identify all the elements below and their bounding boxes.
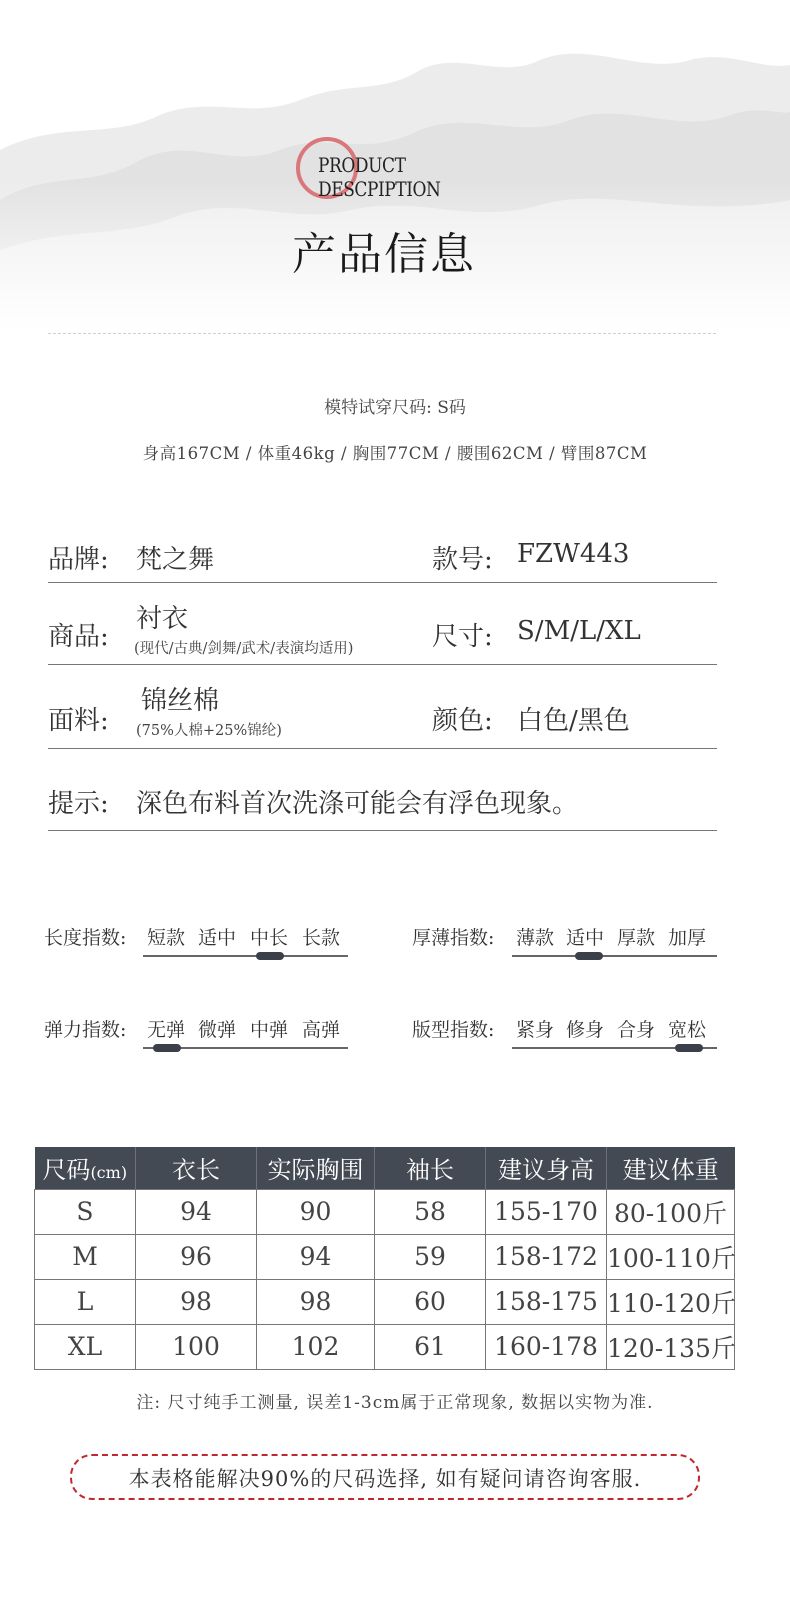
table-row <box>35 1279 735 1324</box>
table-row <box>35 1189 735 1234</box>
table-row <box>35 1234 735 1279</box>
header-cell: 衣长 <box>136 1147 257 1189</box>
thickness-option: 厚款 <box>617 927 656 949</box>
row-divider <box>48 582 717 583</box>
table-cell: L <box>35 1279 136 1324</box>
color-label: 颜色: <box>432 706 493 736</box>
header-cell: 建议体重 <box>607 1147 735 1189</box>
elasticity-index-label: 弹力指数: <box>44 1019 127 1041</box>
table-cell: 58 <box>375 1189 486 1234</box>
table-cell: XL <box>35 1324 136 1369</box>
header-cell: 袖长 <box>375 1147 486 1189</box>
page-title: 产品信息 <box>292 229 476 280</box>
divider <box>48 333 716 334</box>
elasticity-index-marker <box>153 1044 181 1052</box>
header-size-unit: (cm) <box>90 1163 128 1183</box>
fit-option: 宽松 <box>668 1019 707 1041</box>
thickness-option: 薄款 <box>516 927 555 949</box>
thickness-option: 适中 <box>566 927 605 949</box>
measurement-note: 注: 尺寸纯手工测量, 误差1-3cm属于正常现象, 数据以实物为准. <box>136 1393 654 1413</box>
elasticity-option: 无弹 <box>147 1019 186 1041</box>
table-cell: 100 <box>136 1324 257 1369</box>
elasticity-option: 高弹 <box>302 1019 341 1041</box>
elasticity-option: 微弹 <box>198 1019 237 1041</box>
brand-label: 品牌: <box>48 545 109 575</box>
length-option: 适中 <box>198 927 237 949</box>
row-divider <box>48 830 717 831</box>
table-cell: 90 <box>257 1189 375 1234</box>
table-cell: 80-100斤 <box>607 1189 735 1234</box>
size-label: 尺寸: <box>432 622 493 652</box>
table-cell: 120-135斤 <box>607 1324 735 1369</box>
fit-option: 紧身 <box>516 1019 555 1041</box>
table-cell: 102 <box>257 1324 375 1369</box>
length-index-label: 长度指数: <box>44 927 127 949</box>
tip-label: 提示: <box>48 789 109 819</box>
table-cell: S <box>35 1189 136 1234</box>
length-option: 中长 <box>250 927 289 949</box>
model-fit-size: 模特试穿尺码: S码 <box>324 398 466 418</box>
model-measurements: 身高167CM / 体重46kg / 胸围77CM / 腰围62CM / 臂围87CM <box>142 444 648 463</box>
header-cell <box>35 1147 136 1189</box>
fit-index-label: 版型指数: <box>412 1019 495 1041</box>
table-cell: 94 <box>136 1189 257 1234</box>
size-table-header <box>35 1147 735 1189</box>
product-label: 商品: <box>48 622 109 652</box>
header-cell: 实际胸围 <box>257 1147 375 1189</box>
length-index-marker <box>256 952 284 960</box>
table-cell: 59 <box>375 1234 486 1279</box>
length-index-track <box>143 955 348 957</box>
table-cell: 98 <box>257 1279 375 1324</box>
fit-index-marker <box>675 1044 703 1052</box>
thickness-index-label: 厚薄指数: <box>412 927 495 949</box>
fit-option: 修身 <box>566 1019 605 1041</box>
color-value: 白色/黑色 <box>517 706 630 736</box>
table-row <box>35 1324 735 1369</box>
size-value: S/M/L/XL <box>517 616 641 646</box>
table-cell: 96 <box>136 1234 257 1279</box>
table-cell: 60 <box>375 1279 486 1324</box>
header-cell: 建议身高 <box>486 1147 607 1189</box>
title-en-line-2: DESCPIPTION <box>318 177 441 201</box>
title-en-line-1: PRODUCT <box>318 153 406 177</box>
fabric-value: 锦丝棉 <box>141 686 220 716</box>
table-cell: 100-110斤 <box>607 1234 735 1279</box>
table-cell: 158-175 <box>486 1279 607 1324</box>
thickness-index-marker <box>575 952 603 960</box>
table-cell: 98 <box>136 1279 257 1324</box>
style-number-label: 款号: <box>432 545 493 575</box>
table-cell: 158-172 <box>486 1234 607 1279</box>
table-cell: 110-120斤 <box>607 1279 735 1324</box>
table-cell: M <box>35 1234 136 1279</box>
size-tip-text: 本表格能解决90%的尺码选择, 如有疑问请咨询客服. <box>128 1467 642 1491</box>
table-cell: 61 <box>375 1324 486 1369</box>
table-cell: 160-178 <box>486 1324 607 1369</box>
fit-option: 合身 <box>617 1019 656 1041</box>
fabric-composition: (75%人棉+25%锦纶) <box>136 723 282 739</box>
thickness-option: 加厚 <box>668 927 707 949</box>
thickness-index-track <box>512 955 717 957</box>
elasticity-option: 中弹 <box>250 1019 289 1041</box>
header-size-label: 尺码 <box>42 1156 91 1185</box>
length-option: 长款 <box>302 927 341 949</box>
product-value: 衬衣 <box>136 604 189 634</box>
product-usage-note: (现代/古典/剑舞/武术/表演均适用) <box>134 641 354 657</box>
row-divider <box>48 664 717 665</box>
style-number-value: FZW443 <box>517 539 630 569</box>
tip-value: 深色布料首次洗涤可能会有浮色现象。 <box>136 789 579 819</box>
fabric-label: 面料: <box>48 706 109 736</box>
table-cell: 94 <box>257 1234 375 1279</box>
table-cell: 155-170 <box>486 1189 607 1234</box>
brand-value: 梵之舞 <box>136 545 215 575</box>
row-divider <box>48 748 717 749</box>
length-option: 短款 <box>147 927 186 949</box>
size-table <box>34 1147 735 1370</box>
